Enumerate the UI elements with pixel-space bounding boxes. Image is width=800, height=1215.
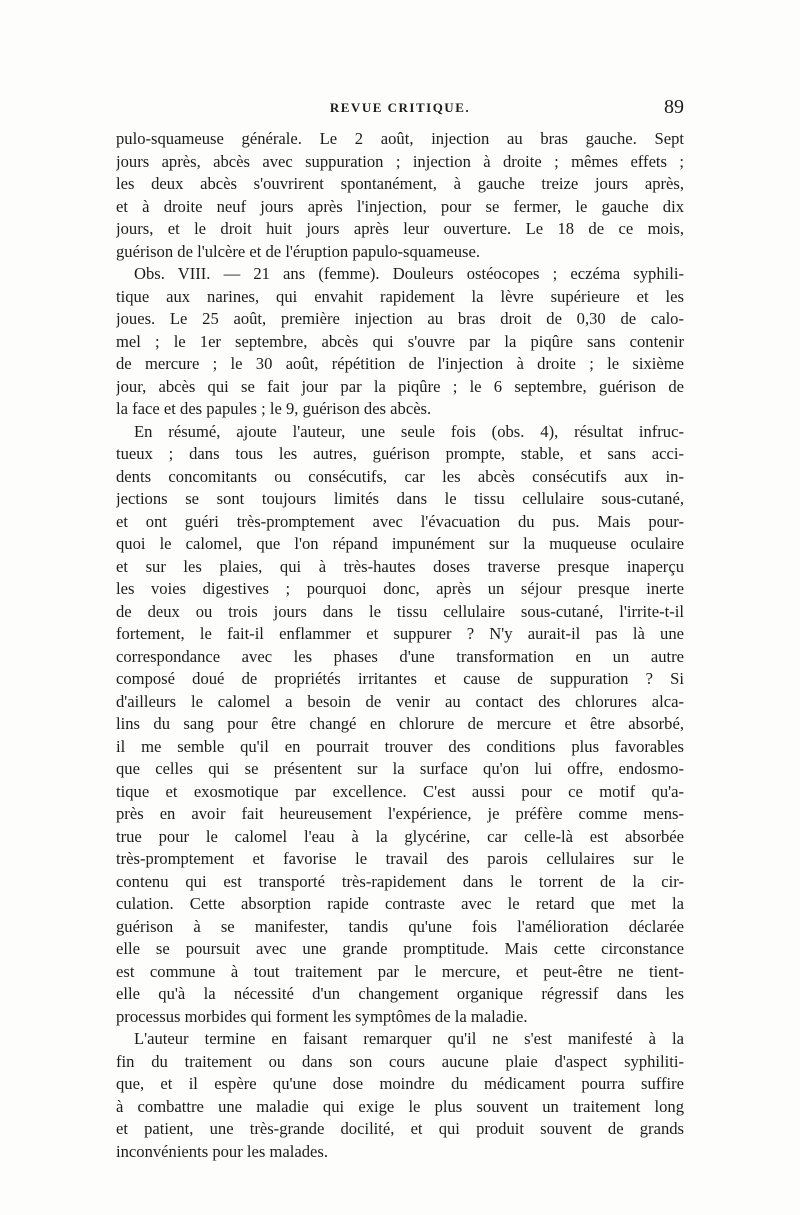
text-line: est commune à tout traitement par le mercure, et peut-être ne tient- bbox=[116, 961, 684, 981]
text-line: Obs. VIII. — 21 ans (femme). Douleurs ostéocopes ; eczéma syphili- bbox=[134, 264, 684, 283]
text-line: contenu qui est transporté très-rapidement dans le torrent de la cir- bbox=[116, 871, 684, 891]
text-line: inconvénients pour les malades. bbox=[116, 1141, 328, 1161]
text-line: près en avoir fait heureusement l'expérience, je préfère comme mens- bbox=[116, 804, 684, 823]
text-line: tique aux narines, qui envahit rapidement la lèvre supérieure et les bbox=[116, 286, 684, 306]
text-line: jours après, abcès avec suppuration ; injection à droite ; mêmes effets ; bbox=[116, 151, 684, 171]
text-line: jections se sont toujours limités dans le tissu cellulaire sous-cutané, bbox=[116, 489, 684, 508]
text-line: d'ailleurs le calomel a besoin de venir au contact des chlorures alca- bbox=[116, 691, 684, 711]
text-line: L'auteur termine en faisant remarquer qu'il ne s'est manifesté à la bbox=[134, 1029, 684, 1048]
page-number: 89 bbox=[664, 96, 684, 118]
text-line: culation. Cette absorption rapide contraste avec le retard que met la bbox=[116, 894, 684, 913]
text-line: composé doué de propriétés irritantes et cause de suppuration ? Si bbox=[116, 669, 684, 688]
text-line: et patient, une très-grande docilité, et qui produit souvent de grands bbox=[116, 1119, 684, 1138]
text-line: guérison à se manifester, tandis qu'une fois l'amélioration déclarée bbox=[116, 916, 684, 936]
text-line: la face et des papules ; le 9, guérison des abcès. bbox=[116, 399, 432, 418]
text-line: dents concomitants ou consécutifs, car les abcès consécutifs aux in- bbox=[116, 466, 684, 486]
text-line: processus morbides qui forment les symptômes de la maladie. bbox=[116, 1006, 528, 1026]
text-line: et à droite neuf jours après l'injection, pour se fermer, le gauche dix bbox=[116, 196, 684, 216]
text-line: jour, abcès qui se fait jour par la piqûre ; le 6 septembre, guérison de bbox=[116, 376, 684, 396]
text-line: fortement, le fait-il enflammer et suppurer ? N'y aurait-il pas là une bbox=[116, 624, 684, 643]
text-line: guérison de l'ulcère et de l'éruption papulo-squameuse. bbox=[116, 241, 481, 261]
running-header bbox=[116, 96, 684, 122]
text-line: et sur les plaies, qui à très-hautes doses traverse presque inaperçu bbox=[116, 556, 684, 576]
text-line: que, et il espère qu'une dose moindre du médicament pourra suffire bbox=[116, 1074, 684, 1093]
text-line: les deux abcès s'ouvrirent spontanément, à gauche treize jours après, bbox=[116, 174, 684, 193]
text-line: il me semble qu'il en pourrait trouver des conditions plus favorables bbox=[116, 736, 684, 756]
text-line: quoi le calomel, que l'on répand impunément sur la muqueuse oculaire bbox=[116, 534, 684, 553]
text-line: et ont guéri très-promptement avec l'évacuation du pus. Mais pour- bbox=[116, 511, 684, 531]
body-text bbox=[116, 128, 684, 1163]
text-line: de deux ou trois jours dans le tissu cellulaire sous-cutané, l'irrite-t-il bbox=[116, 601, 684, 621]
text-line: que celles qui se présentent sur la surface qu'on lui offre, endosmo- bbox=[116, 759, 684, 778]
text-line: tique et exosmotique par excellence. C'est aussi pour ce motif qu'a- bbox=[116, 781, 684, 801]
text-line: true pour le calomel l'eau à la glycérine, car celle-là est absorbée bbox=[116, 826, 684, 846]
text-line: elle se poursuit avec une grande promptitude. Mais cette circonstance bbox=[116, 939, 684, 958]
text-line: lins du sang pour être changé en chlorure de mercure et être absorbé, bbox=[116, 714, 684, 733]
running-title: REVUE CRITIQUE. bbox=[329, 100, 471, 115]
text-line: En résumé, ajoute l'auteur, une seule fois (obs. 4), résultat infruc- bbox=[134, 421, 684, 441]
text-line: les voies digestives ; pourquoi donc, après un séjour presque inerte bbox=[116, 579, 684, 598]
text-line: jours, et le droit huit jours après leur ouverture. Le 18 de ce mois, bbox=[116, 219, 684, 238]
text-line: de mercure ; le 30 août, répétition de l'injection à droite ; le sixième bbox=[116, 354, 684, 373]
text-line: tueux ; dans tous les autres, guérison prompte, stable, et sans acci- bbox=[116, 444, 684, 463]
text-line: pulo-squameuse générale. Le 2 août, injection au bras gauche. Sept bbox=[116, 129, 684, 148]
text-line: fin du traitement ou dans son cours aucune plaie d'aspect syphiliti- bbox=[116, 1051, 684, 1071]
text-line: à combattre une maladie qui exige le plus souvent un traitement long bbox=[116, 1096, 684, 1116]
text-line: joues. Le 25 août, première injection au bras droit de 0,30 de calo- bbox=[116, 309, 684, 328]
text-line: mel ; le 1er septembre, abcès qui s'ouvre par la piqûre sans contenir bbox=[116, 331, 684, 351]
text-line: correspondance avec les phases d'une transformation en un autre bbox=[116, 646, 684, 666]
text-line: très-promptement et favorise le travail des parois cellulaires sur le bbox=[116, 849, 684, 868]
text-line: elle qu'à la nécessité d'un changement organique régressif dans les bbox=[116, 984, 684, 1003]
